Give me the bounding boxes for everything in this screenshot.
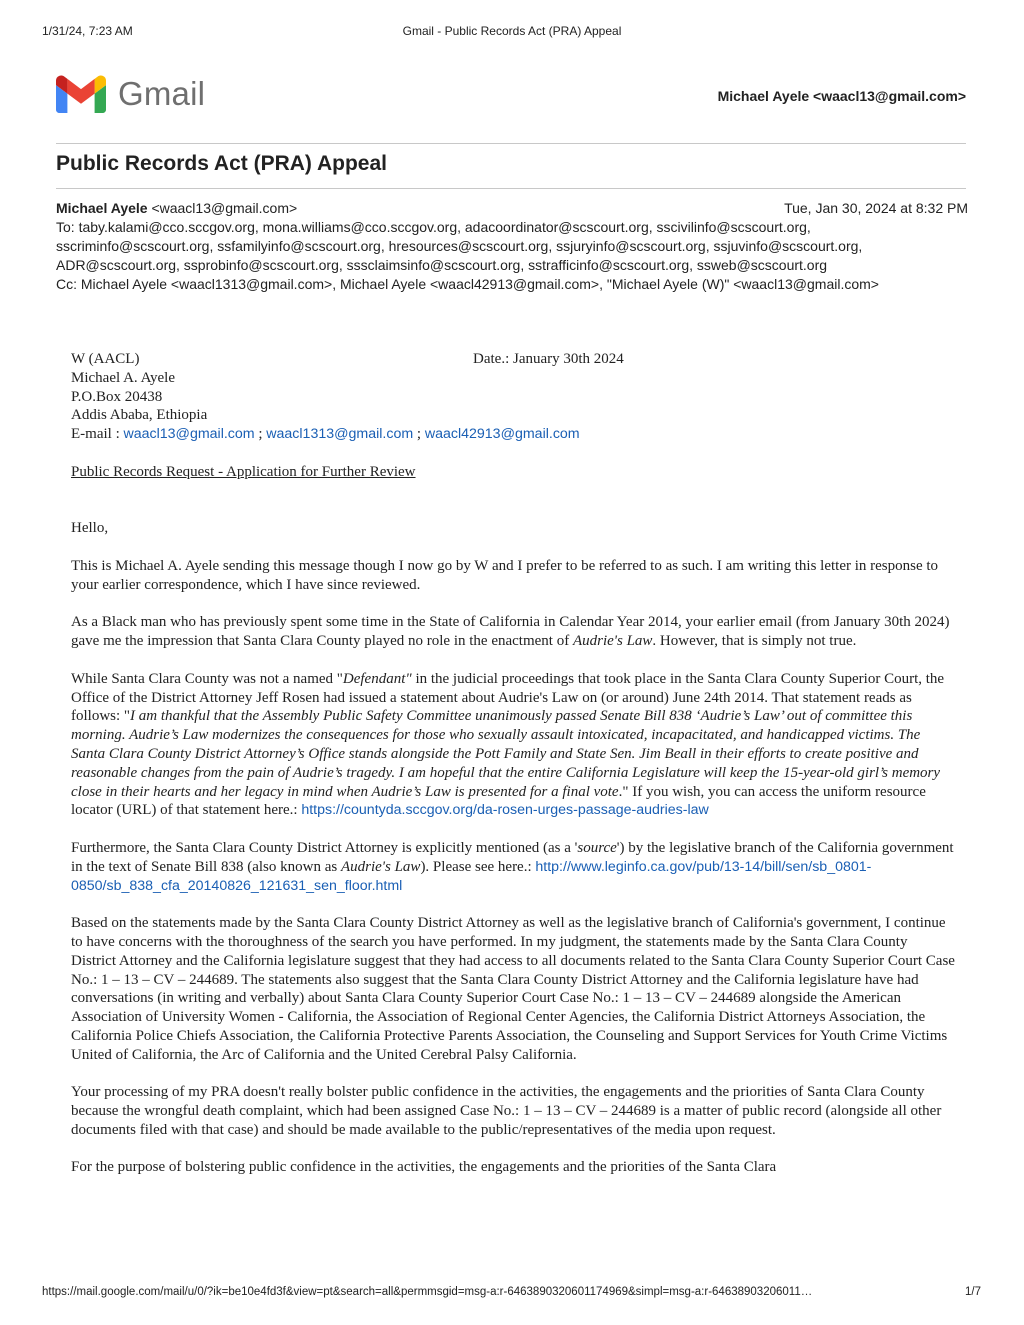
to-recipients: To: taby.kalami@cco.sccgov.org, mona.williams@cco.sccgov.org, adacoordinator@scscourt.org, sscivilinfo@scscourt.org, sscriminfo@scscourt.org, ssfamilyinfo@scscourt.org, hresources@scscourt.org, ssjuryinfo@scscourt.org, ssjuvinfo@scscourt.org, ADR@scscourt.org, ssprobinfo@scscourt.org, sssclaimsinfo@scscourt.org, sstrafficinfo@scscourt.org, ssweb@scscourt.org xyxy=(56,219,863,273)
print-title: Gmail - Public Records Act (PRA) Appeal xyxy=(402,24,622,38)
greeting: Hello, xyxy=(71,520,109,537)
sender-line: Addis Ababa, Ethiopia xyxy=(71,407,208,424)
email-link[interactable]: waacl1313@gmail.com xyxy=(266,426,414,443)
sender-address-block xyxy=(71,350,956,444)
sender-line: Michael A. Ayele xyxy=(71,369,176,386)
gmail-wordmark: Gmail xyxy=(118,75,206,112)
cc-recipients: Cc: Michael Ayele <waacl1313@gmail.com>, Michael Ayele <waacl42913@gmail.com>, "Michael Ayele (W)" <waacl13@gmail.com> xyxy=(56,276,879,292)
print-url: https://mail.google.com/mail/u/0/?ik=be10e4fd3f&view=pt&search=all&permmsgid=msg-a:r-6463890320601174969&simpl=msg-a:r-64638903206011… xyxy=(42,1286,813,1298)
email-label: E-mail : xyxy=(71,426,124,443)
message-body xyxy=(71,350,956,1196)
gmail-m-icon xyxy=(56,75,106,113)
paragraph: Based on the statements made by the Santa Clara County District Attorney as well as the legislative branch of California's government, I continue to have concerns with the thoroughness of the search you have performed. In my judgment, the statements made by the Santa Clara County District Attorney and the California legislature suggest that they had access to all documents related to the Santa Clara County Superior Court Case No.: 1 – 13 – CV – 244689. The statements also suggest that the Santa Clara County District Attorney and the California legislature have had conversations (in writing and verbally) about Santa Clara County Superior Court Case No.: 1 – 13 – CV – 244689 alongside the American Association of University Women - California, the Association of Regional Center Agencies, the California District Attorneys Association, the California Police Chiefs Association, the California Protective Parents Association, the Counseling and Support Services for Youth Crime Victims United of California, the Arc of California and the United Cerebral Palsy California. xyxy=(71,915,955,1063)
page-number: 1/7 xyxy=(965,1286,981,1298)
paragraph: While Santa Clara County was not a named "Defendant" in the judicial proceedings that took place in the Santa Clara County Superior Court, the Office of the District Attorney Jeff Rosen had issued a statement about Audrie's Law on (or around) June 24th 2014. That statement reads as follows: "I am thankful that the Assembly Public Safety Committee unanimously passed Senate Bill 838 ‘Audrie’s Law’ out of committee this morning. Audrie’s Law modernizes the consequences for those who sexually assault intoxicated, incapacitated, and handicapped victims. The Santa Clara County District Attorney’s Office stands alongside the Pott Family and State Sen. Jim Beall in their efforts to create positive and reasonable changes from the pain of Audrie’s tragedy. I am hopeful that the entire California Legislature will keep the 15-year-old girl’s memory close in their hearts and her legacy in mind when Audrie’s Law is presented for a final vote." If you wish, you can access the uniform resource locator (URL) of that statement here.: https://countyda.sccgov.org/da-rosen-urges-passage-audries-law xyxy=(71,670,945,819)
from-row xyxy=(56,199,968,218)
bill-link[interactable]: http://www.leginfo.ca.gov/pub/13-14/bill/sen/sb_0801-0850/sb_838_cfa_20140826_121631_sen_floor.html xyxy=(71,858,872,894)
sender-line: W (AACL) xyxy=(71,351,140,367)
print-footer xyxy=(0,1286,1024,1302)
message-subject: Public Records Act (PRA) Appeal xyxy=(56,152,387,175)
paragraph: Your processing of my PRA doesn't really bolster public confidence in the activities, the engagements and the priorities of Santa Clara County because the wrongful death complaint, which had been assigned Case No.: 1 – 13 – CV – 244689 is a matter of public record (alongside all other documents filed with that case) and should be made available to the public/representatives of the media upon request. xyxy=(71,1084,942,1138)
paragraph: This is Michael A. Ayele sending this message though I now go by W and I prefer to be referred to as such. I am writing this letter in response to your earlier correspondence, which I have since reviewed. xyxy=(71,557,939,593)
gmail-logo xyxy=(56,74,205,114)
email-link[interactable]: waacl13@gmail.com xyxy=(123,426,255,443)
divider xyxy=(56,188,966,189)
request-title: Public Records Request - Application for Further Review xyxy=(71,463,416,480)
account-email: Michael Ayele <waacl13@gmail.com> xyxy=(717,88,966,104)
paragraph: For the purpose of bolstering public confidence in the activities, the engagements and the priorities of the Santa Clara xyxy=(71,1159,777,1176)
sender-email-line xyxy=(71,425,956,444)
print-datetime: 1/31/24, 7:23 AM xyxy=(42,24,133,38)
quoted-statement: I am thankful that the Assembly Public Safety Committee unanimously passed Senate Bill 838 ‘Audrie’s Law’ out of committee this morning. Audrie’s Law modernizes the consequences for those who sexually assault intoxicated, incapacitated, and handicapped victims. The Santa Clara County District Attorney’s Office stands alongside the Pott Family and State Sen. Jim Beall in their efforts to create positive and reasonable changes from the pain of Audrie’s tragedy. I am hopeful that the entire California Legislature will keep the 15-year-old girl’s memory close in their hearts and her legacy in mind when Audrie’s Law is presented for a final vote xyxy=(71,708,941,800)
email-separator: ; xyxy=(254,426,267,443)
divider xyxy=(56,143,966,144)
message-header xyxy=(56,199,968,294)
letter-date: Date.: January 30th 2024 xyxy=(473,351,624,367)
paragraph: As a Black man who has previously spent some time in the State of California in Calendar Year 2014, your earlier email (from January 30th 2024) gave me the impression that Santa Clara County played no role in the enactment of Audrie's Law. However, that is simply not true. xyxy=(71,614,950,650)
paragraph: Furthermore, the Santa Clara County District Attorney is explicitly mentioned (as a 'source') by the legislative branch of the California government in the text of Senate Bill 838 (also known as Audrie's Law). Please see here.: http://www.leginfo.ca.gov/pub/13-14/bill/sen/sb_0801-0850/sb_838_cfa_20140826_121631_sen_floor.html xyxy=(71,839,954,894)
sender-email: <waacl13@gmail.com> xyxy=(151,200,298,216)
email-separator: ; xyxy=(413,426,425,443)
print-header xyxy=(0,24,1024,40)
sender-name: Michael Ayele xyxy=(56,200,148,216)
sender-line: P.O.Box 20438 xyxy=(71,388,163,405)
sent-date: Tue, Jan 30, 2024 at 8:32 PM xyxy=(784,200,968,216)
statement-link[interactable]: https://countyda.sccgov.org/da-rosen-urges-passage-audries-law xyxy=(301,802,709,819)
email-link[interactable]: waacl42913@gmail.com xyxy=(424,426,580,443)
